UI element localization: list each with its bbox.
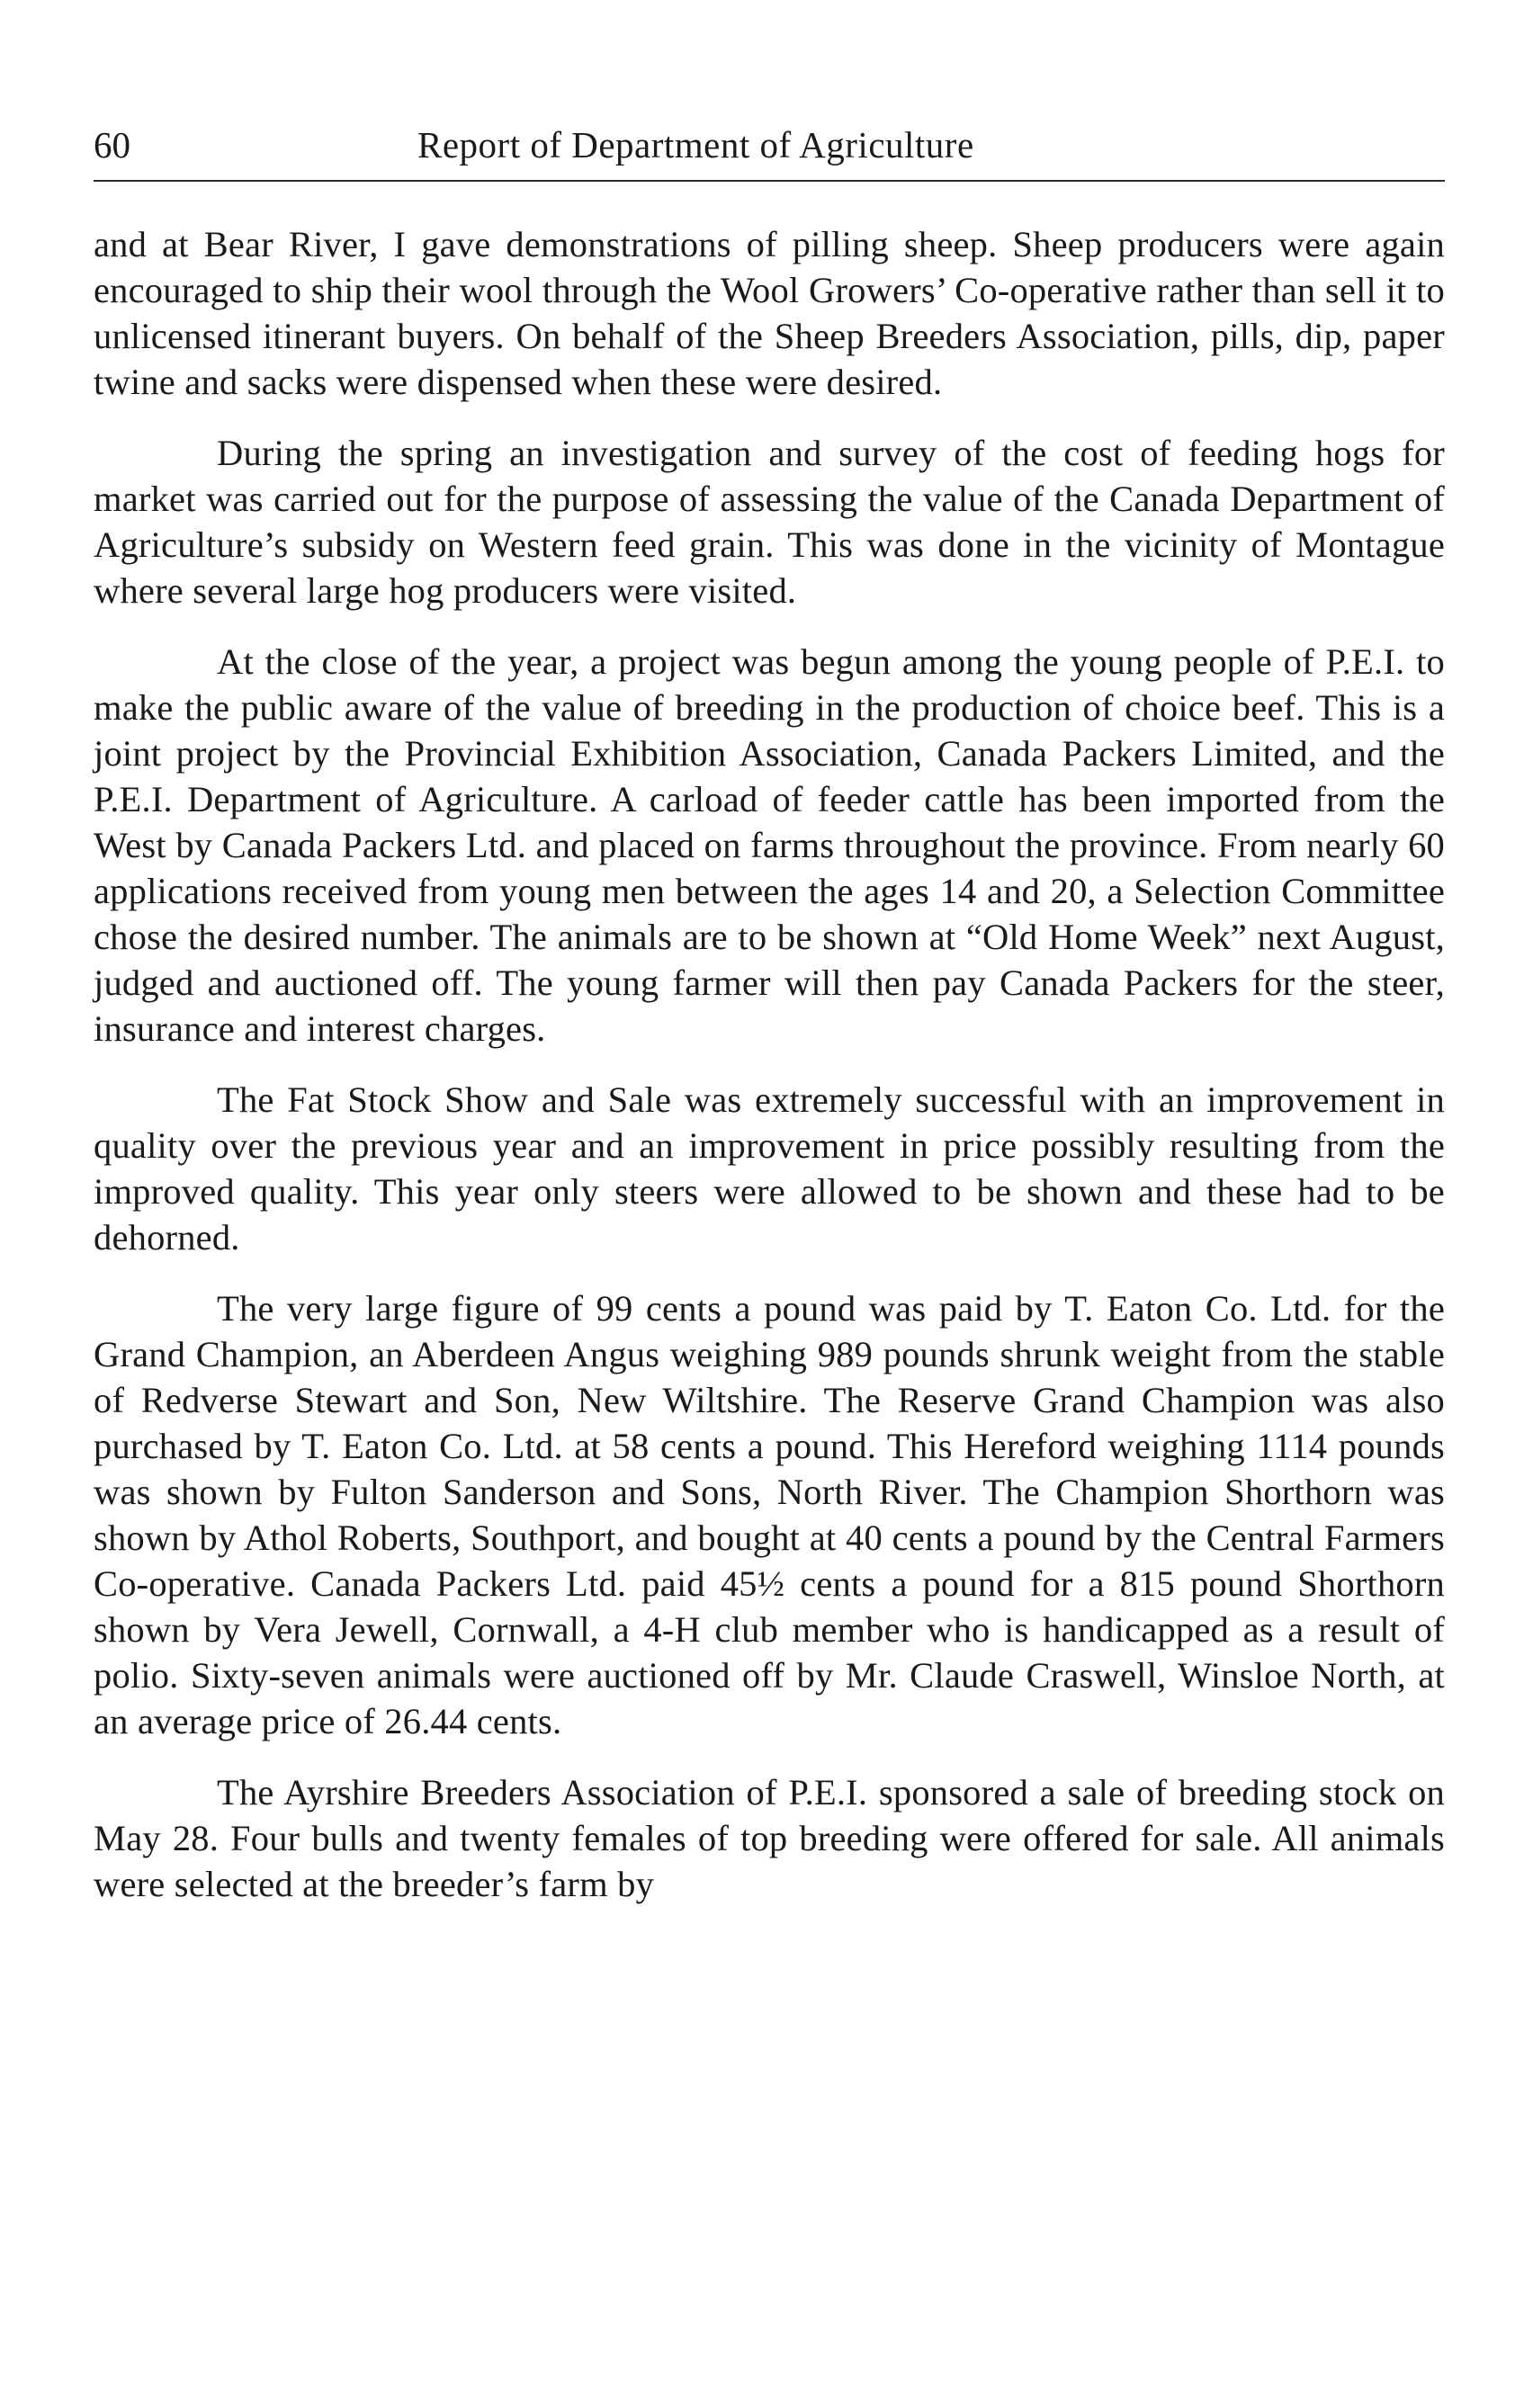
paragraph-1: and at Bear River, I gave demonstrations of pilling sheep. Sheep producers were again encouraged to ship their wool through the Wool Growers’ Co-operative rather than sell it to unlicensed itinerant buyers. On behalf of the Sheep Breeders Association, pills, dip, paper twine and sacks were dispensed when these were desired. [94,224,1445,402]
paragraph-3: At the close of the year, a project was begun among the young people of P.E.I. to make the public aware of the value of breeding in the production of choice beef. This is a joint project by the Provincial Exhibition Association, Canada Packers Limited, and the P.E.I. Department of Agriculture. A carload of feeder cattle has been imported from the West by Canada Packers Ltd. and placed on farms throughout the province. From nearly 60 applications received from young men between the ages 14 and 20, a Selection Committee chose the desired number. The animals are to be shown at “Old Home Week” next August, judged and auctioned off. The young farmer will then pay Canada Packers for the steer, insurance and interest charges. [94,641,1445,1049]
page-number: 60 [94,124,130,166]
running-title: Report of Department of Agriculture [417,124,974,166]
document-page [94,117,1445,1932]
header-rule [94,180,1445,182]
body-text [94,221,1445,1907]
paragraph-6: The Ayrshire Breeders Association of P.E.I. sponsored a sale of breeding stock on May 28. Four bulls and twenty females of top breeding were offered for sale. All animals were selected at the breeder’s farm by [94,1772,1445,1904]
paragraph-5: The very large figure of 99 cents a pound was paid by T. Eaton Co. Ltd. for the Grand Champion, an Aberdeen Angus weighing 989 pounds shrunk weight from the stable of Redverse Stewart and Son, New Wiltshire. The Reserve Grand Champion was also purchased by T. Eaton Co. Ltd. at 58 cents a pound. This Hereford weighing 1114 pounds was shown by Fulton Sanderson and Sons, North River. The Champion Shorthorn was shown by Athol Roberts, Southport, and bought at 40 cents a pound by the Central Farmers Co-operative. Canada Packers Ltd. paid 45½ cents a pound for a 815 pound Shorthorn shown by Vera Jewell, Cornwall, a 4-H club member who is handicapped as a result of polio. Sixty-seven animals were auctioned off by Mr. Claude Craswell, Winsloe North, at an average price of 26.44 cents. [94,1288,1445,1741]
page-header [94,117,1445,173]
paragraph-2: During the spring an investigation and survey of the cost of feeding hogs for market was carried out for the purpose of assessing the value of the Canada Department of Agriculture’s subsidy on Western feed grain. This was done in the vicinity of Montague where several large hog producers were visited. [94,433,1445,611]
paragraph-4: The Fat Stock Show and Sale was extremely successful with an improvement in quality over the previous year and an improvement in price possibly resulting from the improved quality. This year only steers were allowed to be shown and these had to be dehorned. [94,1079,1445,1258]
